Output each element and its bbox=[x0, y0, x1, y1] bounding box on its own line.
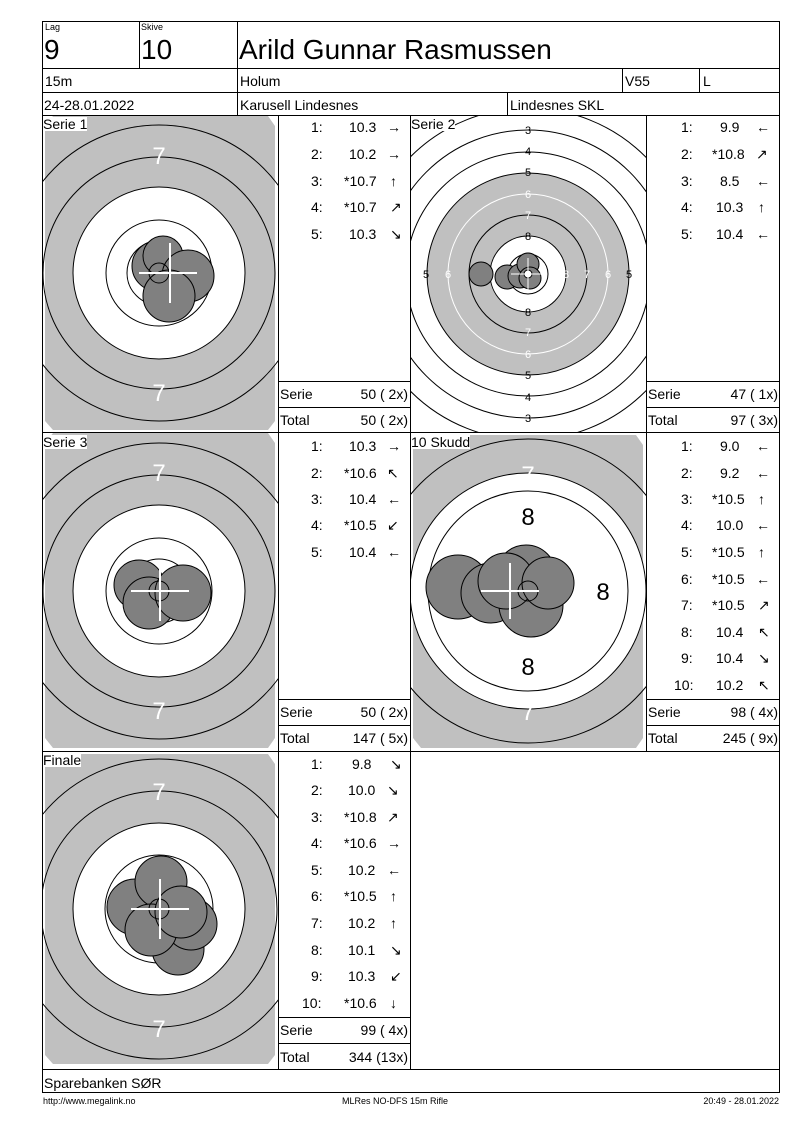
shot-num: 2: bbox=[681, 465, 693, 481]
ring-label-8-top: 8 bbox=[152, 186, 166, 213]
target-serie-2 bbox=[411, 116, 646, 432]
ring-label-8-bottom: 8 bbox=[521, 654, 535, 681]
shot-num: 10: bbox=[302, 995, 322, 1011]
skive-label: Skive bbox=[141, 22, 164, 32]
shot-value: 10.4 bbox=[349, 544, 377, 560]
shot-value: 10.1 bbox=[348, 942, 376, 958]
footer-timestamp: 20:49 - 28.01.2022 bbox=[703, 1096, 779, 1106]
class-suffix: L bbox=[703, 73, 711, 89]
shot-value: *10.6 bbox=[344, 465, 377, 481]
shot-direction-icon: ↑ bbox=[390, 888, 397, 904]
shot-direction-icon: ↗ bbox=[387, 809, 399, 825]
ring-label-7-bottom: 7 bbox=[521, 699, 535, 726]
ring-label-7-bottom: 7 bbox=[152, 1016, 166, 1043]
shot-num: 3: bbox=[681, 173, 693, 189]
shot-value: 10.2 bbox=[349, 146, 377, 162]
shot-direction-icon: ↑ bbox=[390, 173, 397, 189]
sponsor: Sparebanken SØR bbox=[44, 1075, 162, 1091]
shot-direction-icon: ← bbox=[387, 862, 401, 878]
shot-direction-icon: ← bbox=[387, 491, 401, 507]
shot-direction-icon: ← bbox=[756, 226, 770, 242]
serie-label: Serie bbox=[648, 386, 681, 402]
total-label: Total bbox=[280, 730, 310, 746]
total-label: Total bbox=[280, 1049, 310, 1065]
shot-value: 9.0 bbox=[720, 438, 740, 454]
shot-direction-icon: ↑ bbox=[758, 544, 765, 560]
shot-num: 10: bbox=[674, 677, 694, 693]
shot-direction-icon: ↘ bbox=[390, 942, 402, 958]
shot-num: 2: bbox=[311, 782, 323, 798]
shot-direction-icon: ← bbox=[756, 438, 770, 454]
distance: 15m bbox=[45, 73, 73, 89]
shot-num: 2: bbox=[311, 465, 323, 481]
total-label: Total bbox=[648, 730, 678, 746]
shot-value: 10.4 bbox=[349, 491, 377, 507]
ring-label-8-bottom: 8 bbox=[152, 654, 166, 681]
shot-num: 4: bbox=[311, 199, 323, 215]
shot-value: *10.8 bbox=[712, 146, 745, 162]
shot-value: *10.5 bbox=[344, 517, 377, 533]
date: 24-28.01.2022 bbox=[44, 97, 135, 113]
shot-direction-icon: ↑ bbox=[758, 491, 765, 507]
shot-num: 1: bbox=[681, 438, 693, 454]
shot-num: 7: bbox=[311, 915, 323, 931]
club: Holum bbox=[240, 73, 281, 89]
shot-value: 9.8 bbox=[352, 756, 372, 772]
shot-value: 10.3 bbox=[716, 199, 744, 215]
ring-label-5-right: 5 bbox=[625, 269, 633, 281]
ring-label-8-left: 8 bbox=[78, 579, 92, 606]
shot-direction-icon: ↖ bbox=[758, 677, 770, 693]
ring-label-8-left: 8 bbox=[78, 897, 92, 924]
total-value: 245 ( 9x) bbox=[722, 730, 778, 746]
shot-direction-icon: ↖ bbox=[387, 465, 399, 481]
ring-label-3-bottom: 3 bbox=[524, 413, 532, 425]
ring-label-7-top: 7 bbox=[152, 779, 166, 806]
shot-value: *10.5 bbox=[344, 888, 377, 904]
shot-num: 3: bbox=[311, 173, 323, 189]
shot-value: 10.4 bbox=[716, 624, 744, 640]
shot-value: 10.0 bbox=[716, 517, 744, 533]
ring-label-8-top: 8 bbox=[524, 231, 532, 243]
ring-label-6-right: 6 bbox=[604, 269, 612, 281]
ring-label-7-bottom: 7 bbox=[152, 380, 166, 407]
shot-num: 9: bbox=[311, 968, 323, 984]
shot-value: 10.2 bbox=[348, 915, 376, 931]
footer-url[interactable]: http://www.megalink.no bbox=[43, 1096, 136, 1106]
shot-value: 10.3 bbox=[349, 226, 377, 242]
shot-direction-icon: ← bbox=[756, 119, 770, 135]
shot-num: 6: bbox=[311, 888, 323, 904]
shot-direction-icon: → bbox=[387, 146, 401, 162]
total-label: Total bbox=[648, 412, 678, 428]
shot-direction-icon: ↓ bbox=[390, 995, 397, 1011]
shot-value: *10.5 bbox=[712, 571, 745, 587]
shot-direction-icon: ↑ bbox=[758, 199, 765, 215]
ring-label-8-right: 8 bbox=[228, 897, 242, 924]
total-value: 50 ( 2x) bbox=[360, 412, 408, 428]
ring-label-5-bottom: 5 bbox=[524, 370, 532, 382]
host: Lindesnes SKL bbox=[510, 97, 605, 113]
shot-value: 10.4 bbox=[716, 650, 744, 666]
panel-title-serie-1: Serie 1 bbox=[43, 116, 88, 132]
shot-value: *10.6 bbox=[344, 835, 377, 851]
shot-direction-icon: → bbox=[387, 438, 401, 454]
shot-value: 10.0 bbox=[348, 782, 376, 798]
ring-label-7-top: 7 bbox=[152, 460, 166, 487]
shot-direction-icon: ↘ bbox=[387, 782, 399, 798]
shot-direction-icon: ← bbox=[756, 517, 770, 533]
serie-value: 50 ( 2x) bbox=[360, 704, 408, 720]
ring-label-8-left: 8 bbox=[78, 261, 92, 288]
shot-direction-icon: ↗ bbox=[756, 146, 768, 162]
serie-label: Serie bbox=[648, 704, 681, 720]
serie-label: Serie bbox=[280, 1022, 313, 1038]
shot-num: 5: bbox=[681, 226, 693, 242]
serie-label: Serie bbox=[280, 386, 313, 402]
shot-value: *10.6 bbox=[344, 995, 377, 1011]
shot-value: 10.3 bbox=[348, 968, 376, 984]
shot-value: *10.5 bbox=[712, 544, 745, 560]
panel-title-serie-3: Serie 3 bbox=[43, 434, 88, 450]
shot-num: 5: bbox=[681, 544, 693, 560]
shot-direction-icon: ↙ bbox=[390, 968, 402, 984]
shot-num: 5: bbox=[311, 862, 323, 878]
shot-value: 10.2 bbox=[348, 862, 376, 878]
shot-direction-icon: ↘ bbox=[758, 650, 770, 666]
shot-value: 10.3 bbox=[349, 119, 377, 135]
total-label: Total bbox=[280, 412, 310, 428]
shot-num: 4: bbox=[681, 199, 693, 215]
shot-num: 1: bbox=[311, 119, 323, 135]
shot-value: *10.8 bbox=[344, 809, 377, 825]
class: V55 bbox=[625, 73, 650, 89]
shot-num: 5: bbox=[311, 544, 323, 560]
serie-value: 50 ( 2x) bbox=[360, 386, 408, 402]
ring-label-5-left: 5 bbox=[422, 269, 430, 281]
panel-title-finale: Finale bbox=[43, 752, 82, 768]
shot-direction-icon: ↘ bbox=[390, 756, 402, 772]
shot-num: 4: bbox=[311, 835, 323, 851]
skive-value: 10 bbox=[141, 34, 173, 65]
ring-label-8-right: 8 bbox=[596, 579, 610, 606]
ring-label-7-top: 7 bbox=[152, 143, 166, 170]
shot-direction-icon: ↑ bbox=[390, 915, 397, 931]
shot-value: 10.4 bbox=[716, 226, 744, 242]
ring-label-8-right: 8 bbox=[562, 269, 570, 281]
target-serie-3 bbox=[43, 433, 278, 751]
shot-value: *10.7 bbox=[344, 199, 377, 215]
shot-num: 4: bbox=[681, 517, 693, 533]
shot-value: 9.2 bbox=[720, 465, 740, 481]
ring-label-7-bottom: 7 bbox=[152, 698, 166, 725]
panel-title-10-skudd: 10 Skudd bbox=[411, 434, 471, 450]
serie-value: 98 ( 4x) bbox=[730, 704, 778, 720]
total-value: 344 (13x) bbox=[348, 1049, 408, 1065]
ring-label-8-right: 8 bbox=[228, 261, 242, 288]
target-finale bbox=[43, 752, 278, 1068]
shot-value: *10.5 bbox=[712, 597, 745, 613]
ring-label-7-top: 7 bbox=[524, 210, 532, 222]
lag-label: Lag bbox=[45, 22, 61, 32]
target-10-skudd bbox=[411, 433, 646, 751]
shot-num: 9: bbox=[681, 650, 693, 666]
serie-value: 99 ( 4x) bbox=[360, 1022, 408, 1038]
shot-value: 9.9 bbox=[720, 119, 740, 135]
ring-label-7-right: 7 bbox=[583, 269, 591, 281]
shot-direction-icon: ↙ bbox=[387, 517, 399, 533]
ring-label-6-left: 6 bbox=[444, 269, 452, 281]
ring-label-3-top: 3 bbox=[524, 125, 532, 137]
ring-label-8-top: 8 bbox=[521, 504, 535, 531]
ring-label-6-bottom: 6 bbox=[524, 349, 532, 361]
panel-title-serie-2: Serie 2 bbox=[411, 116, 456, 132]
shot-value: 8.5 bbox=[720, 173, 740, 189]
shot-direction-icon: ↘ bbox=[390, 226, 402, 242]
shot-value: *10.7 bbox=[344, 173, 377, 189]
shot-value: *10.5 bbox=[712, 491, 745, 507]
shot-num: 3: bbox=[681, 491, 693, 507]
shot-num: 2: bbox=[311, 146, 323, 162]
shot-num: 5: bbox=[311, 226, 323, 242]
shot-num: 3: bbox=[311, 809, 323, 825]
shot-num: 8: bbox=[311, 942, 323, 958]
ring-label-4-bottom: 4 bbox=[524, 392, 532, 404]
shot-direction-icon: ↗ bbox=[758, 597, 770, 613]
shot-direction-icon: ← bbox=[756, 173, 770, 189]
total-value: 97 ( 3x) bbox=[730, 412, 778, 428]
shot-direction-icon: ← bbox=[387, 544, 401, 560]
shot-direction-icon: → bbox=[387, 835, 401, 851]
serie-value: 47 ( 1x) bbox=[730, 386, 778, 402]
shooter-name: Arild Gunnar Rasmussen bbox=[239, 34, 552, 65]
shot-num: 4: bbox=[311, 517, 323, 533]
footer-program: MLRes NO-DFS 15m Rifle bbox=[342, 1096, 449, 1106]
total-value: 147 ( 5x) bbox=[352, 730, 408, 746]
ring-label-8-bottom: 8 bbox=[524, 307, 532, 319]
ring-label-7-top: 7 bbox=[521, 462, 535, 489]
ring-label-6-top: 6 bbox=[524, 189, 532, 201]
shot-num: 2: bbox=[681, 146, 693, 162]
shot-direction-icon: ↗ bbox=[390, 199, 402, 215]
ring-label-5-top: 5 bbox=[524, 167, 532, 179]
ring-label-8-right: 8 bbox=[228, 579, 242, 606]
shot-num: 3: bbox=[311, 491, 323, 507]
shot-num: 1: bbox=[311, 438, 323, 454]
shot-direction-icon: → bbox=[387, 119, 401, 135]
serie-label: Serie bbox=[280, 704, 313, 720]
shot-num: 1: bbox=[681, 119, 693, 135]
lag-value: 9 bbox=[44, 34, 60, 65]
shot-value: 10.3 bbox=[349, 438, 377, 454]
ring-label-4-top: 4 bbox=[524, 146, 532, 158]
shot-num: 6: bbox=[681, 571, 693, 587]
target-serie-1 bbox=[43, 116, 278, 432]
shot-direction-icon: ← bbox=[756, 465, 770, 481]
shot-direction-icon: ↖ bbox=[758, 624, 770, 640]
shot-value: 10.2 bbox=[716, 677, 744, 693]
ring-label-8-bottom: 8 bbox=[152, 336, 166, 363]
ring-label-7-bottom: 7 bbox=[524, 327, 532, 339]
shot-num: 1: bbox=[311, 756, 323, 772]
event: Karusell Lindesnes bbox=[240, 97, 359, 113]
shot-direction-icon: ← bbox=[756, 571, 770, 587]
ring-label-8-top: 8 bbox=[152, 504, 166, 531]
shot-num: 8: bbox=[681, 624, 693, 640]
shot-num: 7: bbox=[681, 597, 693, 613]
ring-label-8-bottom: 8 bbox=[152, 972, 166, 999]
